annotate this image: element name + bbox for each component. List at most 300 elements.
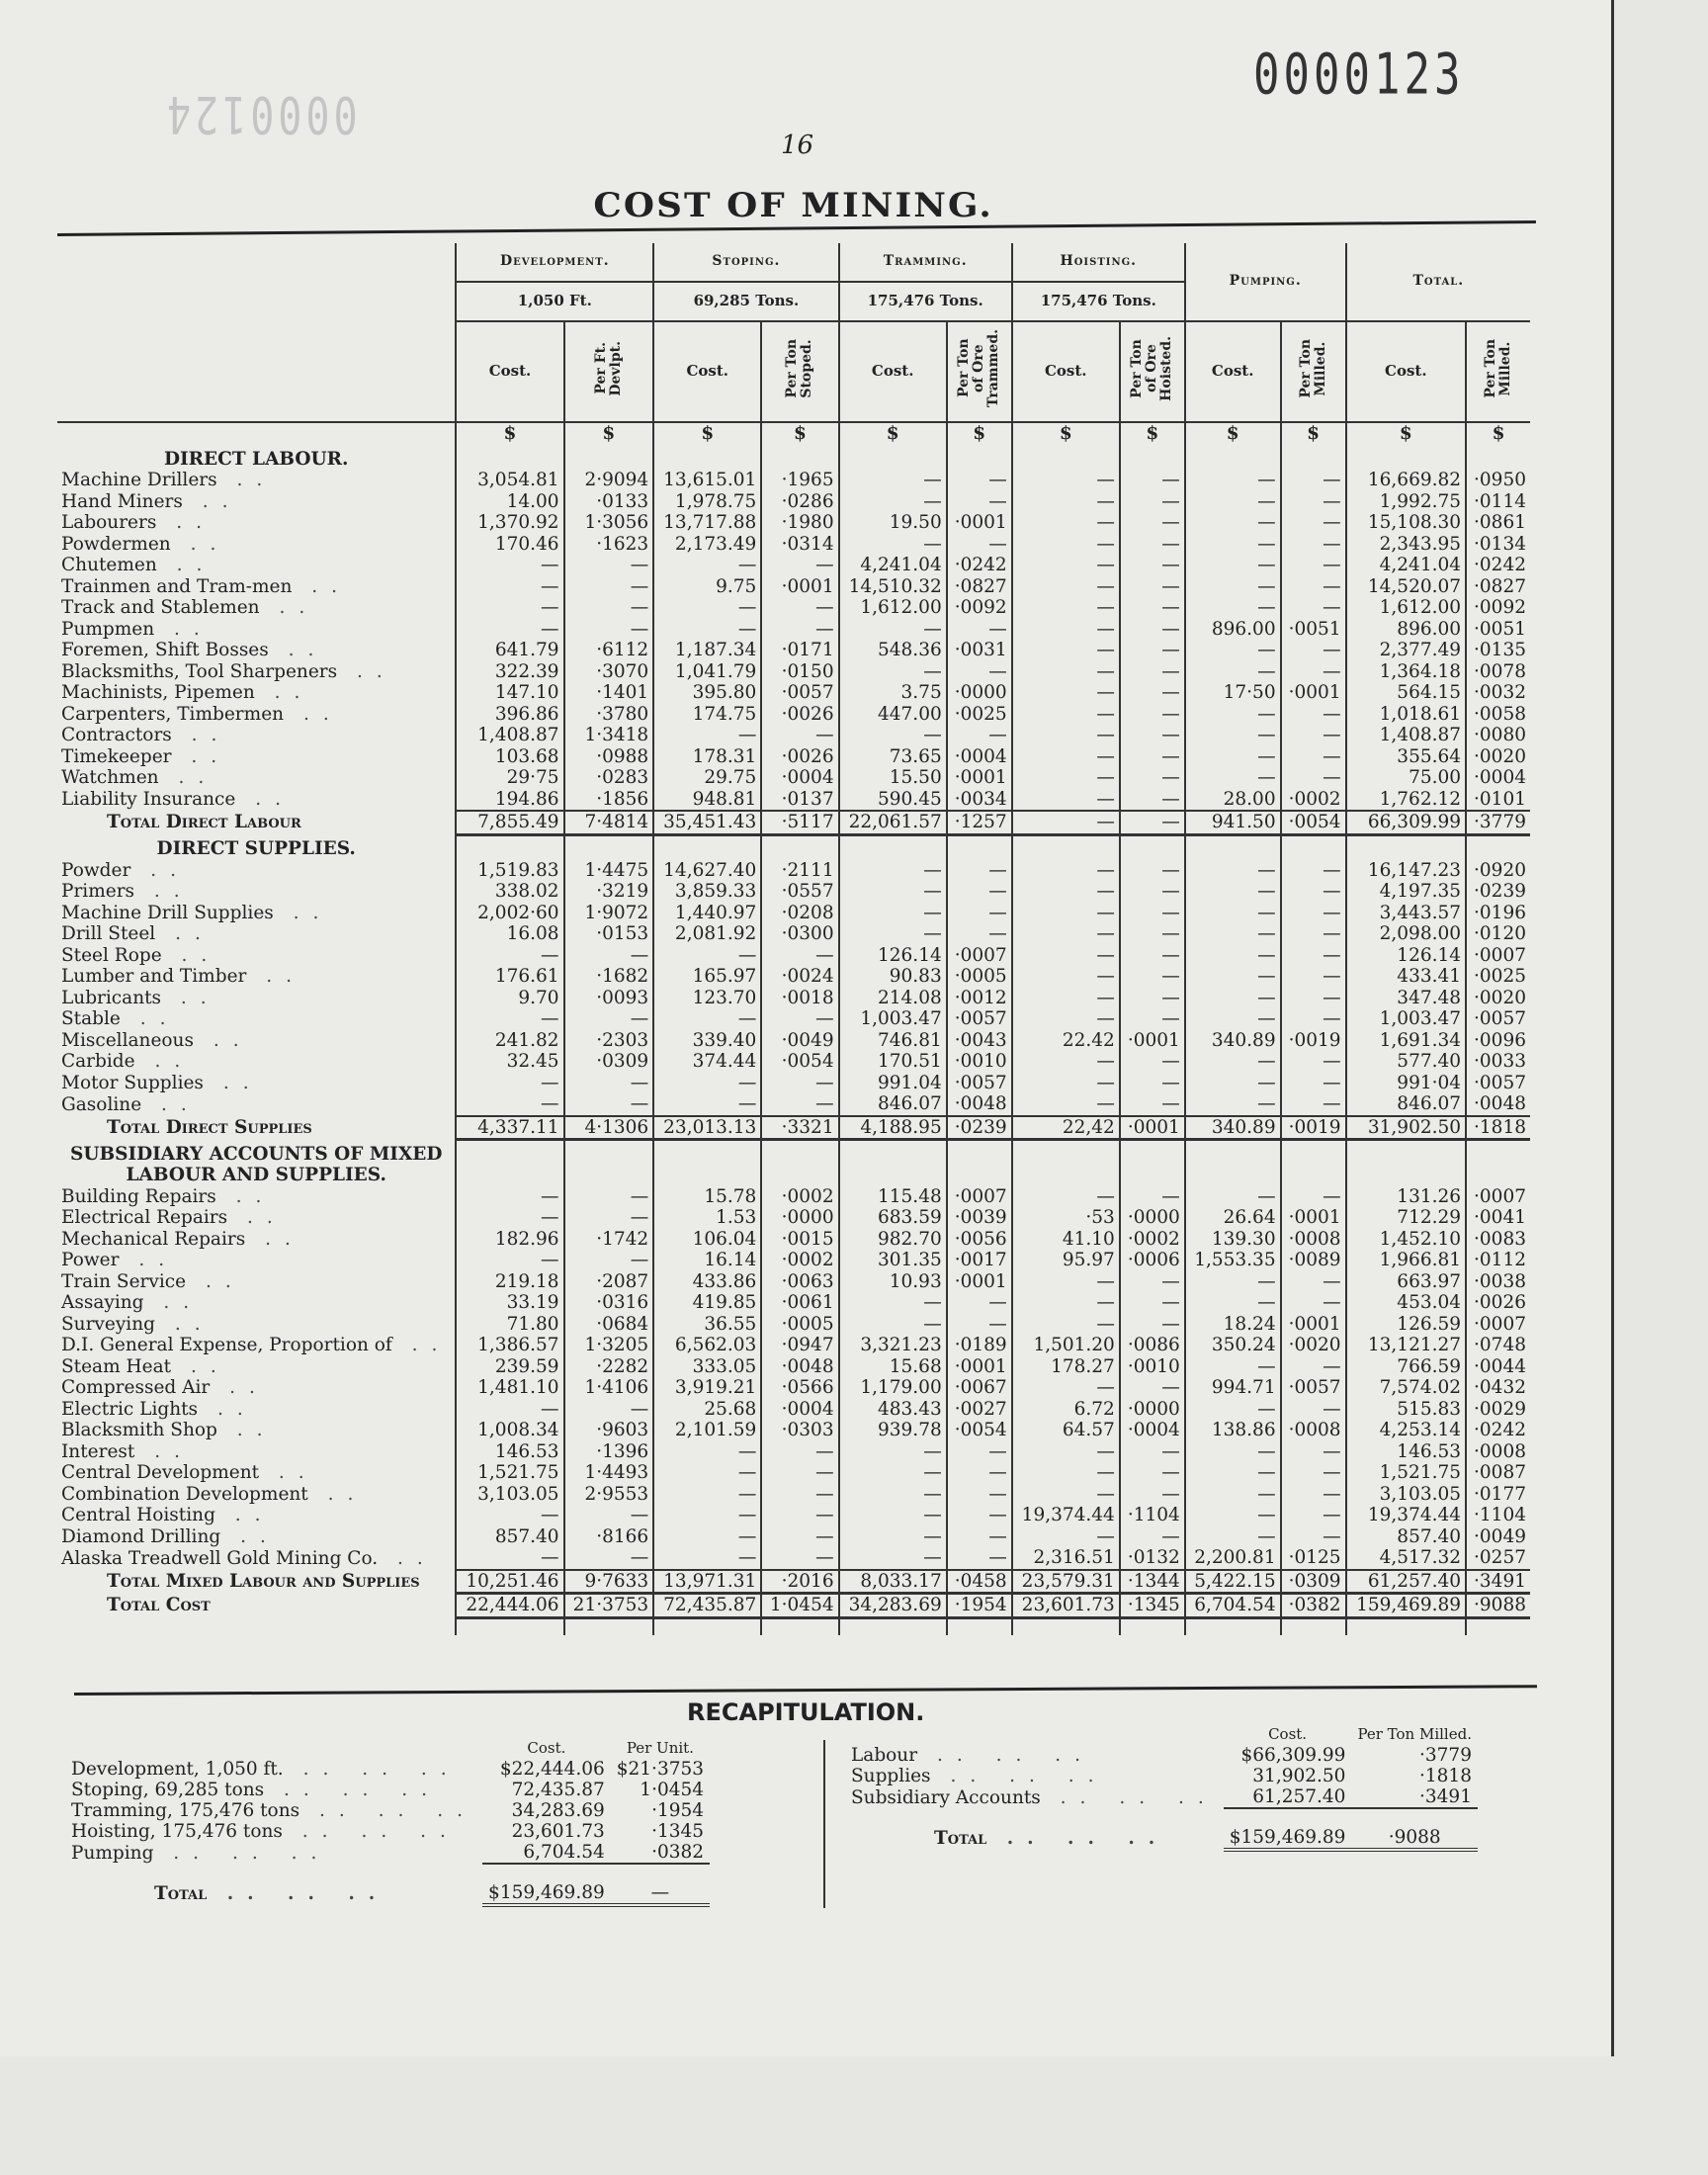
table-row: [57, 988, 1530, 1009]
cost-cell: —: [1012, 491, 1120, 513]
cost-cell: 1,008.34: [456, 1420, 563, 1441]
row-label: [57, 1505, 456, 1526]
column-group-header: Pumping.: [1185, 243, 1346, 321]
cost-cell: 165.97: [653, 966, 761, 988]
recap-label-text: Development, 1,050 ft.: [71, 1759, 284, 1780]
leader-dots: ..: [273, 902, 333, 923]
recap-total-row: [845, 1808, 1478, 1850]
cost-cell: 13,615.01: [653, 470, 761, 491]
per-unit-cell: —: [1281, 1462, 1346, 1484]
cost-cell: 72,435.87: [653, 1594, 761, 1618]
table-row: [57, 1073, 1530, 1094]
cost-cell: 22,42: [1012, 1116, 1120, 1140]
cost-cell: —: [1012, 746, 1120, 768]
document-stamp-number: 0000123: [1253, 42, 1465, 108]
row-label: [57, 1271, 456, 1293]
cost-cell: 4,337.11: [456, 1116, 563, 1140]
per-unit-cell: —: [1120, 661, 1185, 683]
cost-cell: 3,919.21: [653, 1377, 761, 1399]
recap-row: [65, 1780, 710, 1800]
leader-dots: ..: [259, 597, 319, 618]
per-unit-cell: ·0007: [947, 945, 1012, 967]
cost-cell: 29.75: [653, 767, 761, 789]
empty-cell: [1185, 1617, 1281, 1635]
cost-cell: —: [1012, 767, 1120, 789]
cost-cell: —: [653, 1462, 761, 1484]
cost-cell: 14.00: [456, 491, 563, 513]
cost-cell: 10.93: [839, 1271, 947, 1293]
per-unit-cell: —: [1281, 860, 1346, 882]
recap-label-text: Pumping: [71, 1842, 154, 1864]
row-label-text: Blacksmiths, Tool Sharpeners: [61, 660, 338, 682]
per-unit-cell: —: [761, 1093, 838, 1116]
table-row: [57, 1399, 1530, 1421]
recap-total-cost: $159,469.89: [1224, 1808, 1352, 1850]
table-row: [57, 534, 1530, 556]
per-unit-cell: ·0025: [947, 704, 1012, 726]
cost-cell: —: [1185, 1292, 1281, 1314]
cost-cell: 95.97: [1012, 1250, 1120, 1271]
per-unit-cell: ·0051: [1281, 619, 1346, 641]
cost-cell: —: [1185, 491, 1281, 513]
row-label: [57, 619, 456, 641]
table-row: [57, 1377, 1530, 1399]
empty-cell: [653, 1617, 761, 1635]
cost-cell: 26.64: [1185, 1207, 1281, 1229]
per-unit-cell: ·2016: [761, 1570, 838, 1594]
row-label: [57, 1335, 456, 1356]
cost-cell: 15.50: [839, 767, 947, 789]
cost-cell: 4,517.32: [1346, 1547, 1466, 1570]
page-number: 16: [781, 130, 814, 160]
per-unit-cell: ·0257: [1466, 1547, 1530, 1570]
row-label-text: Central Hoisting: [61, 1505, 215, 1525]
row-label-text: Total Cost: [107, 1595, 211, 1615]
cost-cell: —: [1012, 903, 1120, 924]
row-label: [57, 1462, 456, 1484]
empty-cell: [1346, 1617, 1466, 1635]
cost-cell: —: [839, 923, 947, 945]
per-unit-cell: —: [947, 1292, 1012, 1314]
row-label: [57, 767, 456, 789]
per-unit-cell: ·0086: [1120, 1335, 1185, 1356]
table-row: [57, 576, 1530, 598]
row-label-text: Train Service: [61, 1270, 187, 1292]
section-total-row: [57, 1116, 1530, 1140]
cost-cell: —: [1012, 576, 1120, 598]
per-unit-cell: 21·3753: [564, 1594, 654, 1618]
leader-dots: .. .. ..: [986, 1827, 1169, 1849]
column-group-header: Total.: [1346, 243, 1530, 321]
row-label: [57, 1229, 456, 1251]
cost-cell: 115.48: [839, 1186, 947, 1208]
per-unit-cell: ·0010: [1120, 1356, 1185, 1378]
per-unit-cell: ·3491: [1466, 1570, 1530, 1594]
cost-cell: 106.04: [653, 1229, 761, 1251]
cost-cell: —: [1012, 1377, 1120, 1399]
cost-cell: 447.00: [839, 704, 947, 726]
cost-cell: 25.68: [653, 1399, 761, 1421]
row-label: [57, 555, 456, 576]
cost-cell: —: [839, 903, 947, 924]
per-unit-cell: ·0012: [947, 988, 1012, 1009]
cost-cell: 123.70: [653, 988, 761, 1009]
column-header-label: Cost.: [488, 362, 532, 381]
per-unit-cell: —: [947, 881, 1012, 903]
cost-cell: 2,316.51: [1012, 1547, 1120, 1570]
row-label-text: Primers: [61, 881, 135, 902]
empty-cell: [1012, 834, 1120, 860]
per-unit-cell: —: [1120, 491, 1185, 513]
per-unit-cell: ·0004: [761, 1399, 838, 1421]
recap-label: [845, 1786, 1224, 1808]
cost-cell: 994.71: [1185, 1377, 1281, 1399]
cost-column-header: [1346, 321, 1466, 422]
cost-cell: 338.02: [456, 881, 563, 903]
section-title: SUBSIDIARY ACCOUNTS OF MIXED LABOUR AND SUPPLIES.: [69, 1143, 443, 1185]
per-unit-cell: —: [1120, 576, 1185, 598]
per-unit-cell: —: [1281, 725, 1346, 746]
cost-cell: 1,978.75: [653, 491, 761, 513]
recap-per-unit: ·1954: [651, 1800, 705, 1821]
cost-cell: —: [1185, 1008, 1281, 1030]
per-unit-cell: ·0196: [1466, 903, 1530, 924]
per-unit-cell: —: [1281, 1073, 1346, 1094]
per-unit-cell: ·0566: [761, 1377, 838, 1399]
cost-cell: 641.79: [456, 640, 563, 661]
table-row: [57, 1186, 1530, 1208]
cost-cell: 347.48: [1346, 988, 1466, 1009]
per-unit-column-header: [564, 321, 654, 422]
cost-cell: 159,469.89: [1346, 1594, 1466, 1618]
empty-cell: [947, 1140, 1012, 1186]
cost-cell: 991.04: [839, 1073, 947, 1094]
recap-total-per-unit: ·9088: [1351, 1808, 1478, 1850]
per-unit-cell: —: [947, 661, 1012, 683]
empty-cell: [653, 445, 761, 471]
cost-cell: 1,408.87: [456, 725, 563, 746]
cost-cell: 35,451.43: [653, 811, 761, 834]
row-label: [57, 1093, 456, 1116]
per-unit-cell: —: [1281, 1484, 1346, 1506]
table-row: [57, 1051, 1530, 1073]
cost-cell: 982.70: [839, 1229, 947, 1251]
row-label-text: Total Mixed Labour and Supplies: [107, 1570, 420, 1592]
per-unit-cell: ·0078: [1466, 661, 1530, 683]
cost-cell: 1.53: [653, 1207, 761, 1229]
leader-dots: ..: [215, 1185, 276, 1207]
per-unit-cell: ·0208: [761, 903, 838, 924]
cost-cell: 857.40: [1346, 1526, 1466, 1548]
cost-cell: —: [1012, 1484, 1120, 1506]
cost-cell: —: [653, 945, 761, 967]
recap-per-unit: ·3491: [1419, 1786, 1472, 1807]
per-unit-cell: ·9603: [564, 1420, 654, 1441]
leader-dots: ..: [171, 745, 231, 767]
per-unit-cell: —: [1120, 534, 1185, 556]
row-label: [57, 1008, 456, 1030]
cost-cell: 10,251.46: [456, 1570, 563, 1594]
per-unit-cell: ·2303: [564, 1030, 654, 1052]
row-label: [57, 1116, 456, 1140]
cost-cell: 896.00: [1185, 619, 1281, 641]
cost-cell: 2,098.00: [1346, 923, 1466, 945]
row-label-text: Total Direct Labour: [107, 812, 301, 833]
cost-cell: 32.45: [456, 1051, 563, 1073]
row-label: [57, 811, 456, 834]
cost-cell: —: [1012, 512, 1120, 534]
cost-cell: 3,321.23: [839, 1335, 947, 1356]
per-unit-cell: —: [1120, 1314, 1185, 1336]
leader-dots: ..: [268, 640, 328, 660]
per-unit-cell: —: [1120, 704, 1185, 726]
cost-cell: 4,241.04: [1346, 555, 1466, 576]
cost-cell: —: [1185, 966, 1281, 988]
per-unit-cell: ·0000: [947, 682, 1012, 704]
recap-by-operation: [65, 1738, 710, 1907]
cost-cell: 23,601.73: [1012, 1594, 1120, 1618]
cost-cell: —: [1012, 1441, 1120, 1463]
per-unit-cell: —: [1120, 682, 1185, 704]
cost-cell: —: [1185, 1505, 1281, 1526]
leader-dots: ..: [254, 682, 314, 703]
per-unit-cell: ·0019: [1281, 1030, 1346, 1052]
per-unit-cell: ·0303: [761, 1420, 838, 1441]
cost-cell: 1,691.34: [1346, 1030, 1466, 1052]
table-row: [57, 1314, 1530, 1336]
per-unit-cell: ·0120: [1466, 923, 1530, 945]
leader-dots: ..: [214, 1505, 275, 1525]
cost-cell: 4,188.95: [839, 1116, 947, 1140]
cost-cell: 2,173.49: [653, 534, 761, 556]
per-unit-cell: —: [1281, 923, 1346, 945]
table-row: [57, 1292, 1530, 1314]
row-label: [57, 1292, 456, 1314]
empty-cell: [1466, 1617, 1530, 1635]
row-label-text: Total Direct Supplies: [107, 1116, 312, 1138]
per-unit-cell: ·0002: [1120, 1229, 1185, 1251]
recap-label: [845, 1766, 1224, 1786]
leader-dots: ..: [246, 966, 306, 987]
cost-cell: —: [1012, 1526, 1120, 1548]
section-title: DIRECT SUPPLIES.: [156, 838, 356, 859]
per-unit-cell: —: [1120, 597, 1185, 619]
recap-per-unit: ·1345: [651, 1821, 705, 1842]
cost-cell: 3,443.57: [1346, 903, 1466, 924]
per-unit-cell: —: [1120, 903, 1185, 924]
per-unit-cell: —: [1120, 1093, 1185, 1116]
per-unit-cell: —: [1120, 619, 1185, 641]
column-group-unit: 1,050 Ft.: [456, 282, 653, 321]
per-unit-cell: ·0057: [947, 1008, 1012, 1030]
row-label: [57, 1484, 456, 1506]
table-bottom-rule: [74, 1685, 1537, 1696]
table-row: [57, 1505, 1530, 1526]
recap-label: [845, 1745, 1224, 1766]
cost-cell: —: [653, 619, 761, 641]
cost-cell: —: [1185, 923, 1281, 945]
cost-cell: —: [1012, 966, 1120, 988]
cost-cell: 340.89: [1185, 1116, 1281, 1140]
cost-cell: —: [653, 1484, 761, 1506]
cost-cell: —: [1012, 534, 1120, 556]
per-unit-cell: ·0089: [1281, 1250, 1346, 1271]
cost-cell: 41.10: [1012, 1229, 1120, 1251]
per-unit-cell: —: [564, 1399, 654, 1421]
cost-cell: —: [839, 491, 947, 513]
cost-cell: —: [1185, 746, 1281, 768]
cost-cell: 4,197.35: [1346, 881, 1466, 903]
per-unit-cell: ·3070: [564, 661, 654, 683]
cost-cell: 1,408.87: [1346, 725, 1466, 746]
recap-label: [65, 1800, 482, 1821]
cost-cell: —: [653, 1547, 761, 1570]
row-label: [57, 1186, 456, 1208]
column-header-label: Per Ton Milled.: [1483, 338, 1514, 398]
row-label: [57, 1377, 456, 1399]
cost-cell: 577.40: [1346, 1051, 1466, 1073]
per-unit-cell: ·0019: [1281, 1116, 1346, 1140]
leader-dots: ..: [120, 1008, 180, 1029]
per-unit-cell: —: [947, 903, 1012, 924]
cost-cell: 71.80: [456, 1314, 563, 1336]
per-unit-cell: —: [1120, 1073, 1185, 1094]
column-group-header: Tramming.: [839, 243, 1012, 282]
per-unit-cell: ·0684: [564, 1314, 654, 1336]
per-unit-cell: ·0001: [1120, 1030, 1185, 1052]
leader-dots: ..: [161, 944, 221, 966]
per-unit-cell: —: [947, 1526, 1012, 1548]
recap-per-unit-header: Per Unit.: [626, 1739, 694, 1757]
cost-cell: 3,103.05: [1346, 1484, 1466, 1506]
per-unit-cell: ·1257: [947, 811, 1012, 834]
cost-cell: —: [1185, 881, 1281, 903]
per-unit-cell: ·0286: [761, 491, 838, 513]
cost-cell: —: [839, 534, 947, 556]
per-unit-cell: ·0083: [1466, 1229, 1530, 1251]
spacer: [57, 422, 456, 445]
cost-cell: —: [653, 1526, 761, 1548]
row-label: [57, 860, 456, 882]
section-header-row: [57, 1140, 1530, 1186]
per-unit-cell: ·0067: [947, 1377, 1012, 1399]
per-unit-cell: —: [761, 1073, 838, 1094]
cost-cell: 1,481.10: [456, 1377, 563, 1399]
row-label: [57, 966, 456, 988]
recap-cost: 6,704.54: [523, 1842, 605, 1863]
cost-cell: —: [1012, 1051, 1120, 1073]
per-unit-cell: —: [761, 1484, 838, 1506]
table-row: [57, 945, 1530, 967]
per-unit-cell: ·0002: [761, 1186, 838, 1208]
cost-cell: —: [1012, 470, 1120, 491]
per-unit-cell: —: [1281, 704, 1346, 726]
empty-cell: [1185, 834, 1281, 860]
per-unit-cell: —: [564, 1008, 654, 1030]
per-unit-cell: —: [947, 491, 1012, 513]
per-unit-cell: ·0080: [1466, 725, 1530, 746]
row-label: [57, 1420, 456, 1441]
per-unit-cell: 1·4475: [564, 860, 654, 882]
per-unit-cell: ·0004: [947, 746, 1012, 768]
per-unit-cell: —: [1281, 767, 1346, 789]
cost-cell: —: [1012, 1093, 1120, 1116]
cost-cell: —: [456, 1399, 563, 1421]
cost-cell: 1,364.18: [1346, 661, 1466, 683]
recap-row: [65, 1800, 710, 1821]
leader-dots: ..: [134, 1051, 195, 1072]
table-row: [57, 1093, 1530, 1116]
per-unit-cell: ·0004: [1120, 1420, 1185, 1441]
cost-cell: —: [456, 1250, 563, 1271]
recap-row: [845, 1786, 1478, 1808]
empty-cell: [1281, 445, 1346, 471]
per-unit-cell: —: [564, 1250, 654, 1271]
cost-cell: 1,966.81: [1346, 1250, 1466, 1271]
cost-cell: 1,187.34: [653, 640, 761, 661]
cost-cell: 34,283.69: [839, 1594, 947, 1618]
row-label-text: Chutemen: [61, 555, 157, 575]
cost-cell: 61,257.40: [1346, 1570, 1466, 1594]
cost-cell: —: [1185, 1186, 1281, 1208]
section-total-row: [57, 811, 1530, 834]
cost-cell: —: [839, 1505, 947, 1526]
cost-cell: —: [1185, 1462, 1281, 1484]
cost-cell: —: [1185, 1356, 1281, 1378]
leader-dots: ..: [245, 1228, 304, 1250]
empty-cell: [564, 445, 654, 471]
recap-cost: 34,283.69: [511, 1800, 605, 1821]
recap-per-unit: ·1818: [1419, 1766, 1472, 1786]
row-label-text: Alaska Treadwell Gold Mining Co.: [61, 1547, 379, 1569]
per-unit-cell: ·0001: [947, 1271, 1012, 1293]
cost-cell: 712.29: [1346, 1207, 1466, 1229]
section-header-row: [57, 834, 1530, 860]
per-unit-cell: —: [564, 1547, 654, 1570]
per-unit-cell: ·0000: [761, 1207, 838, 1229]
recap-row: [845, 1745, 1478, 1766]
cost-cell: —: [1012, 1462, 1120, 1484]
per-unit-cell: —: [1120, 1441, 1185, 1463]
recap-total-label-text: Total: [154, 1882, 208, 1904]
per-unit-cell: ·0017: [947, 1250, 1012, 1271]
cost-cell: —: [1012, 682, 1120, 704]
cost-cell: 4,253.14: [1346, 1420, 1466, 1441]
cost-column-header: [653, 321, 761, 422]
cost-cell: 18.24: [1185, 1314, 1281, 1336]
cost-cell: 2,377.49: [1346, 640, 1466, 661]
empty-cell: [456, 1140, 563, 1186]
row-label: [57, 1547, 456, 1570]
per-unit-cell: ·3321: [761, 1116, 838, 1140]
recap-row: [65, 1821, 710, 1842]
empty-cell: [947, 445, 1012, 471]
per-unit-cell: —: [1281, 1526, 1346, 1548]
per-unit-cell: —: [1120, 966, 1185, 988]
per-unit-cell: ·0001: [1281, 682, 1346, 704]
leader-dots: ..: [154, 618, 214, 640]
row-label: [57, 1356, 456, 1378]
per-unit-cell: ·0025: [1466, 966, 1530, 988]
per-unit-cell: ·0001: [1120, 1116, 1185, 1140]
per-unit-cell: —: [947, 534, 1012, 556]
per-unit-cell: ·0057: [1466, 1008, 1530, 1030]
cost-cell: 178.27: [1012, 1356, 1120, 1378]
table-row: [57, 1008, 1530, 1030]
empty-cell: [1346, 834, 1466, 860]
recapitulation-title: RECAPITULATION.: [687, 1698, 925, 1726]
empty-cell: [839, 445, 947, 471]
